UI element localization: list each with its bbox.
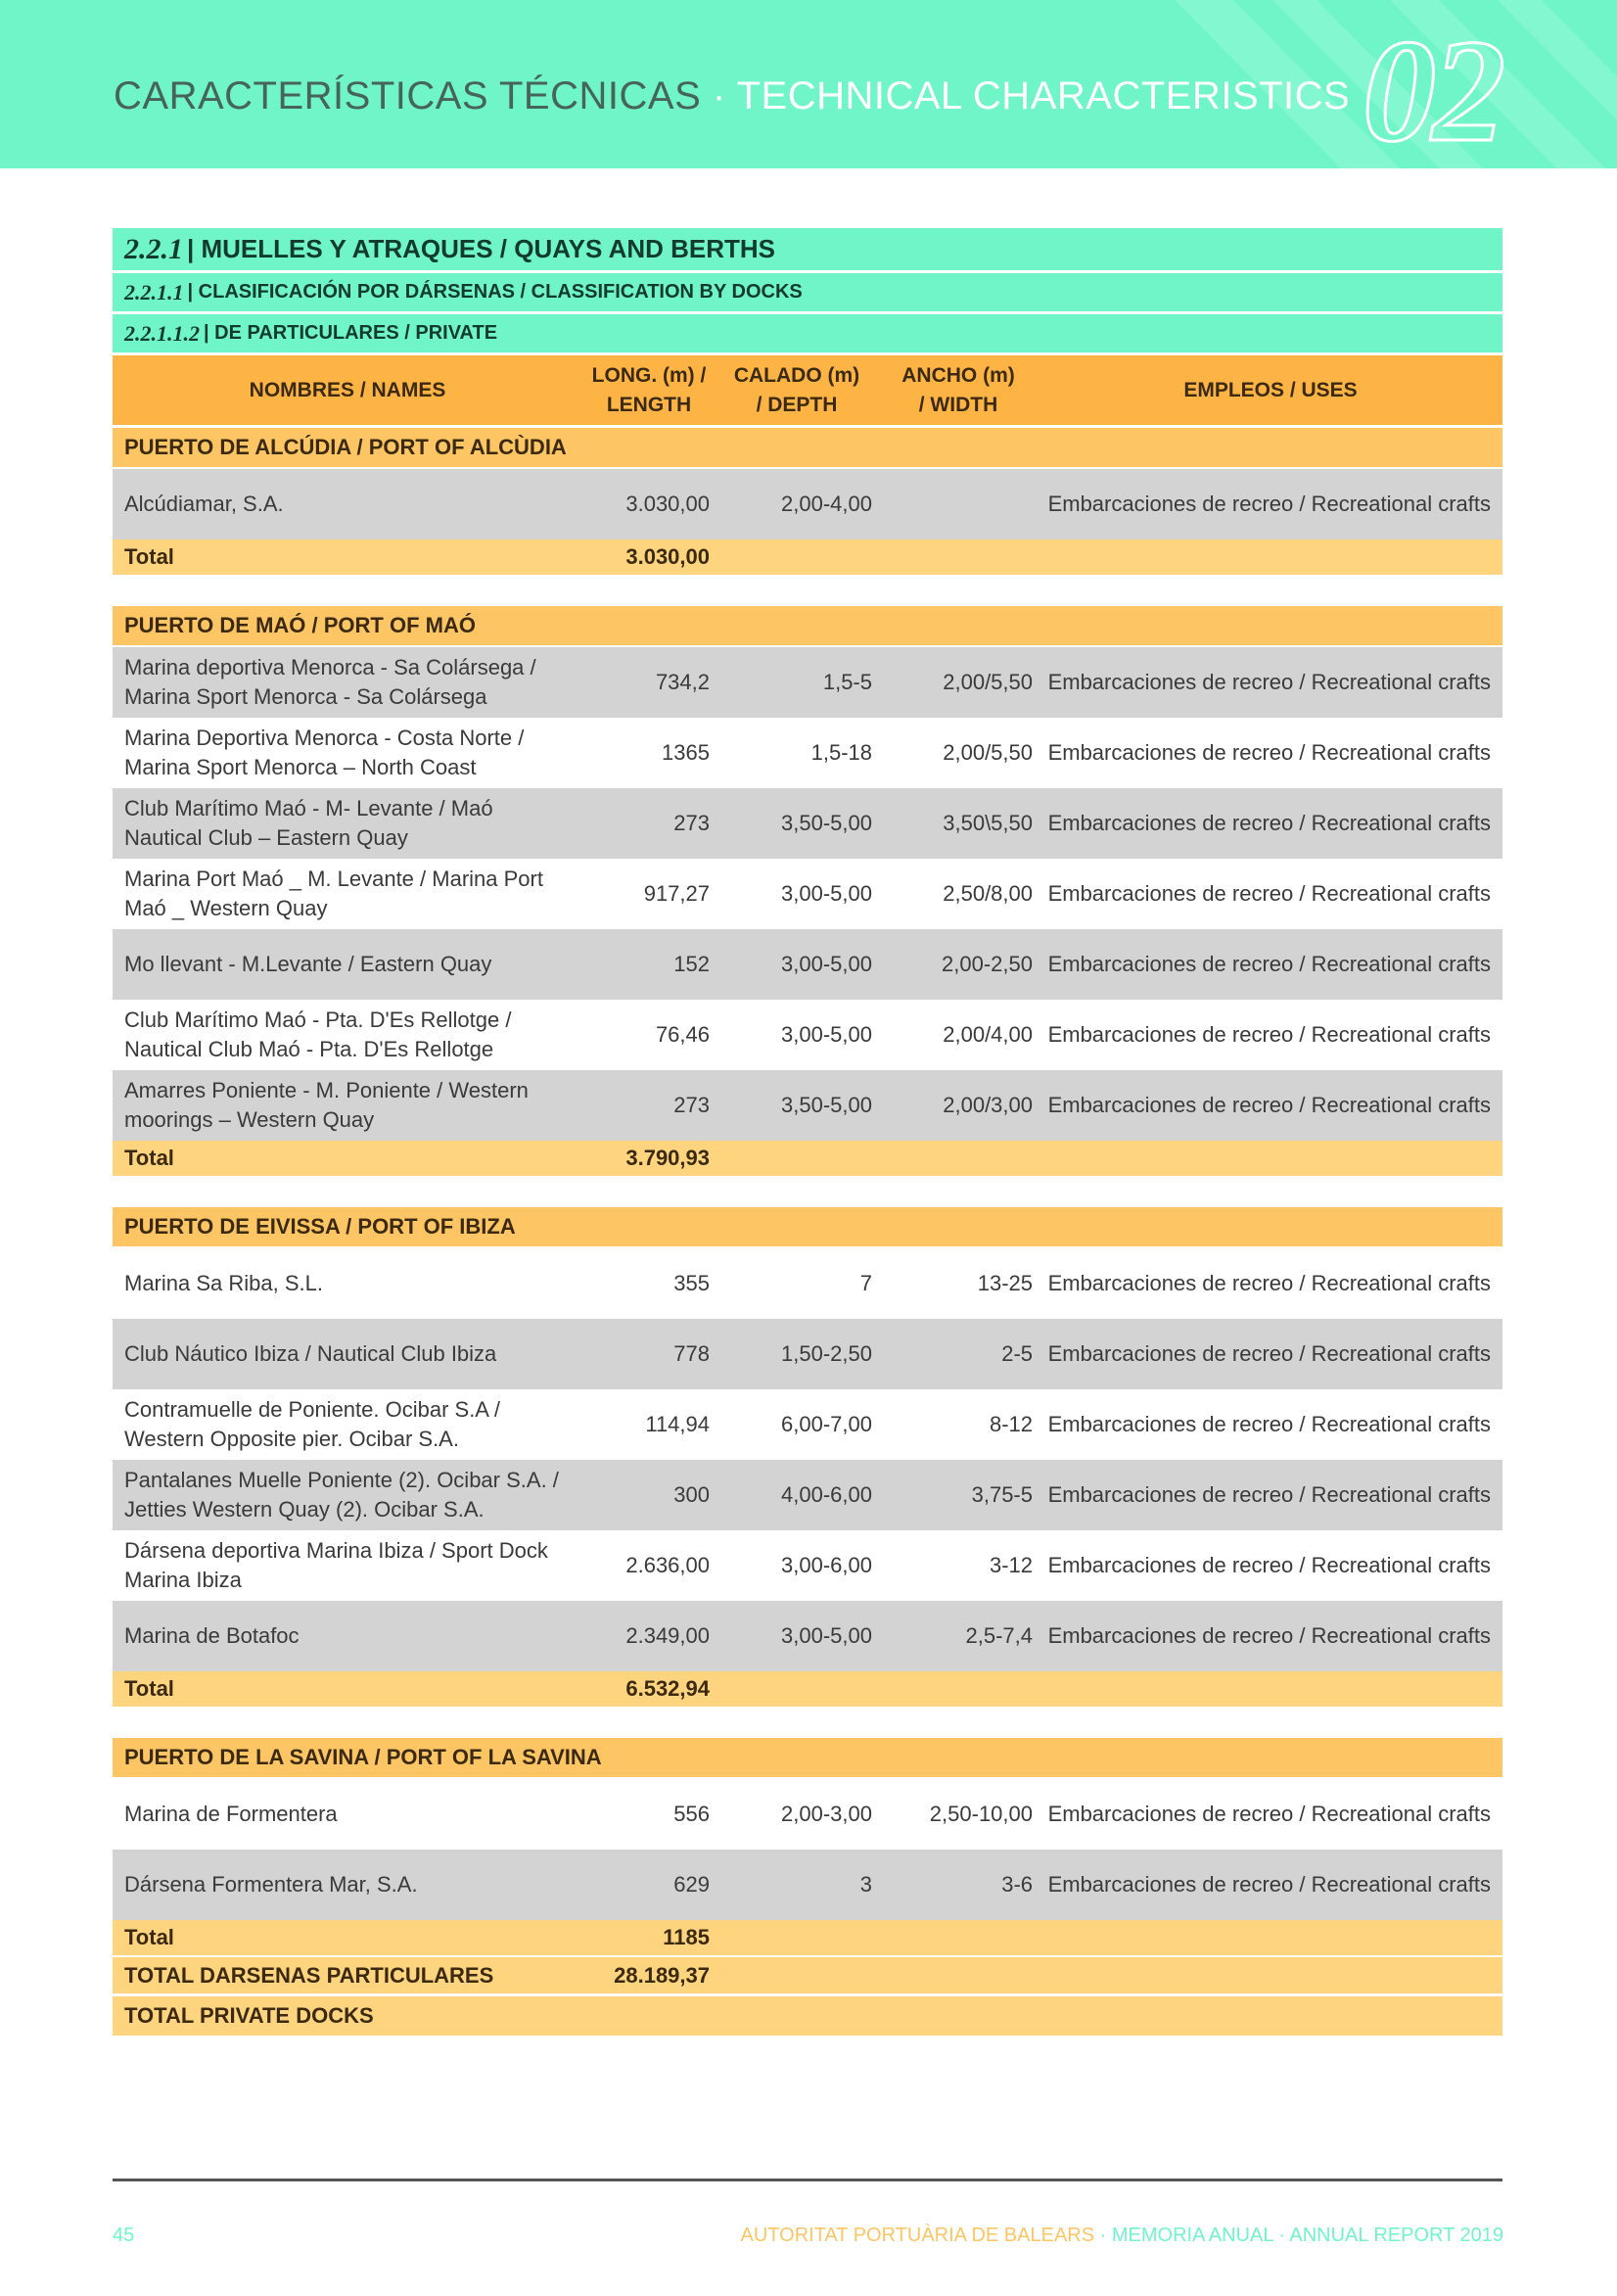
cell-use: Embarcaciones de recreo / Recreational crafts: [1047, 1872, 1491, 1897]
cell-width: 13-25: [977, 1271, 1033, 1295]
column-header-uses: EMPLEOS / USES: [1183, 378, 1358, 401]
section-code: 2.2.1.1: [124, 279, 184, 305]
total-label: Total: [124, 1925, 174, 1949]
cell-length: 273: [673, 1093, 710, 1117]
cell-width: 3-6: [1001, 1872, 1033, 1897]
group-spacer: [113, 1178, 1502, 1207]
cell-width: 2,00/5,50: [943, 670, 1033, 694]
cell-depth: 1,5-18: [810, 740, 872, 765]
cell-use: Embarcaciones de recreo / Recreational crafts: [1047, 1412, 1491, 1436]
group-spacer: [113, 577, 1502, 606]
section-heading-private: [113, 314, 1502, 355]
cell-width: [878, 469, 1039, 539]
port-heading: PUERTO DE ALCÚDIA / PORT OF ALCÙDIA: [113, 428, 1502, 469]
cell-width: 2-5: [1001, 1341, 1033, 1366]
cell-depth: 7: [859, 1271, 872, 1295]
footer-report: · MEMORIA ANUAL · ANNUAL REPORT 2019: [1094, 2225, 1503, 2246]
cell-use: Embarcaciones de recreo / Recreational crafts: [1047, 1482, 1491, 1507]
depth-header-line2: / DEPTH: [756, 393, 838, 416]
cell-name: Dársena Formentera Mar, S.A.: [124, 1872, 418, 1897]
cell-length: 778: [673, 1341, 710, 1366]
port-total-row: [113, 1920, 1502, 1957]
table-row: [113, 929, 1502, 1000]
cell-use: Embarcaciones de recreo / Recreational crafts: [1047, 1623, 1491, 1648]
cell-use: Embarcaciones de recreo / Recreational crafts: [1047, 952, 1491, 976]
cell-use: Embarcaciones de recreo / Recreational crafts: [1047, 811, 1491, 835]
cell-length: 2.349,00: [625, 1623, 710, 1648]
total-value: 3.030,00: [625, 544, 710, 569]
cell-use: Embarcaciones de recreo / Recreational crafts: [1047, 740, 1491, 765]
length-header-line2: LENGTH: [606, 393, 692, 416]
cell-name: Club Marítimo Maó - M- Levante / Maó Nautical Club – Eastern Quay: [124, 796, 493, 850]
width-header-line2: / WIDTH: [918, 393, 998, 416]
cell-depth: 4,00-6,00: [781, 1482, 872, 1507]
cell-length: 917,27: [643, 881, 710, 906]
grand-total-row-en: [113, 1996, 1502, 2036]
cell-use: Embarcaciones de recreo / Recreational crafts: [1047, 670, 1491, 694]
cell-length: 355: [673, 1271, 710, 1295]
cell-name: Marina Port Maó _ M. Levante / Marina Port Maó _ Western Quay: [124, 867, 543, 920]
page-number: 45: [113, 2225, 135, 2246]
cell-name: Alcúdiamar, S.A.: [124, 492, 284, 516]
cell-depth: 3,50-5,00: [781, 811, 872, 835]
cell-length: 629: [673, 1872, 710, 1897]
cell-name: Pantalanes Muelle Poniente (2). Ocibar S.A. / Jetties Western Quay (2). Ocibar S.A.: [124, 1468, 559, 1522]
table-row: [113, 647, 1502, 718]
cell-name: Club Náutico Ibiza / Nautical Club Ibiza: [124, 1341, 497, 1366]
cell-depth: 1,5-5: [822, 670, 872, 694]
total-value: 1185: [663, 1925, 710, 1949]
cell-use: Embarcaciones de recreo / Recreational crafts: [1047, 1093, 1491, 1117]
table-row: [113, 718, 1502, 788]
total-value: 6.532,94: [625, 1676, 710, 1701]
cell-name: Marina deportiva Menorca - Sa Colársega / Marina Sport Menorca - Sa Colársega: [124, 655, 536, 709]
cell-depth: 1,50-2,50: [781, 1341, 872, 1366]
table-row: [113, 859, 1502, 929]
section-label: | MUELLES Y ATRAQUES / QUAYS AND BERTHS: [187, 234, 776, 263]
cell-use: Embarcaciones de recreo / Recreational crafts: [1047, 492, 1491, 516]
port-heading: PUERTO DE LA SAVINA / PORT OF LA SAVINA: [113, 1738, 1502, 1779]
cell-width: 2,00/5,50: [943, 740, 1033, 765]
cell-length: 76,46: [655, 1022, 710, 1047]
table-row: [113, 1779, 1502, 1850]
column-header-names: NOMBRES / NAMES: [249, 378, 446, 401]
cell-length: 1365: [662, 740, 710, 765]
cell-length: 114,94: [645, 1412, 710, 1436]
cell-width: 3-12: [989, 1553, 1033, 1577]
cell-length: 734,2: [655, 670, 710, 694]
cell-use: Embarcaciones de recreo / Recreational crafts: [1047, 1802, 1491, 1826]
footer-divider: [113, 2179, 1502, 2181]
cell-width: 8-12: [989, 1412, 1033, 1436]
cell-width: 2,00-2,50: [942, 952, 1033, 976]
cell-use: Embarcaciones de recreo / Recreational crafts: [1047, 1271, 1491, 1295]
cell-depth: 6,00-7,00: [781, 1412, 872, 1436]
table-row: [113, 1248, 1502, 1319]
cell-width: 2,00/3,00: [943, 1093, 1033, 1117]
section-heading-docks: [113, 273, 1502, 314]
port-heading: PUERTO DE EIVISSA / PORT OF IBIZA: [113, 1207, 1502, 1248]
cell-name: Amarres Poniente - M. Poniente / Western moorings – Western Quay: [124, 1078, 529, 1132]
cell-use: Embarcaciones de recreo / Recreational crafts: [1047, 1022, 1491, 1047]
section-label: | CLASIFICACIÓN POR DÁRSENAS / CLASSIFICATION BY DOCKS: [187, 281, 803, 303]
depth-header-line1: CALADO (m): [733, 363, 860, 387]
cell-depth: 2,00-4,00: [781, 492, 872, 516]
grand-total-value: 28.189,37: [614, 1962, 710, 1988]
cell-depth: 3,00-5,00: [781, 952, 872, 976]
cell-length: 2.636,00: [625, 1553, 710, 1577]
section-code: 2.2.1: [124, 232, 183, 265]
cell-use: Embarcaciones de recreo / Recreational crafts: [1047, 1341, 1491, 1366]
footer-text: [741, 2225, 1504, 2247]
port-total-row: [113, 539, 1502, 577]
cell-width: 2,50-10,00: [929, 1802, 1033, 1826]
section-code: 2.2.1.1.2: [124, 320, 200, 346]
table-row: [113, 1070, 1502, 1141]
title-spanish: CARACTERÍSTICAS TÉCNICAS: [114, 74, 702, 117]
cell-name: Club Marítimo Maó - Pta. D'Es Rellotge / Nautical Club Maó - Pta. D'Es Rellotge: [124, 1007, 512, 1061]
port-heading: PUERTO DE MAÓ / PORT OF MAÓ: [113, 606, 1502, 647]
table-row: [113, 788, 1502, 859]
cell-name: Contramuelle de Poniente. Ocibar S.A / Western Opposite pier. Ocibar S.A.: [124, 1397, 500, 1451]
section-label: | DE PARTICULARES / PRIVATE: [204, 322, 498, 344]
grand-total-label-en: TOTAL PRIVATE DOCKS: [124, 2003, 374, 2028]
cell-depth: 3: [859, 1872, 872, 1897]
section-heading-quays: [113, 228, 1502, 273]
page-title: [114, 74, 1350, 118]
total-label: Total: [124, 544, 174, 569]
grand-total-label-es: TOTAL DARSENAS PARTICULARES: [124, 1962, 494, 1988]
cell-width: 3,50\5,50: [943, 811, 1033, 835]
title-english: TECHNICAL CHARACTERISTICS: [736, 74, 1351, 117]
column-header-length: [582, 355, 716, 425]
table-row: [113, 1850, 1502, 1920]
berths-table: [113, 228, 1502, 2036]
cell-name: Marina de Formentera: [124, 1802, 338, 1826]
table-row: [113, 1460, 1502, 1530]
table-row: [113, 1000, 1502, 1070]
page-header: [0, 0, 1617, 168]
group-spacer: [113, 1709, 1502, 1738]
cell-name: Marina de Botafoc: [124, 1623, 300, 1648]
cell-name: Mo llevant - M.Levante / Eastern Quay: [124, 952, 492, 976]
port-groups: [113, 428, 1502, 1957]
port-total-row: [113, 1671, 1502, 1709]
table-column-headers: [113, 355, 1502, 428]
grand-total-row: [113, 1957, 1502, 1996]
length-header-line1: LONG. (m) /: [591, 363, 707, 387]
table-row: [113, 1530, 1502, 1601]
cell-name: Dársena deportiva Marina Ibiza / Sport Dock Marina Ibiza: [124, 1538, 548, 1592]
table-row: [113, 1601, 1502, 1671]
cell-length: 273: [673, 811, 710, 835]
cell-use: Embarcaciones de recreo / Recreational crafts: [1047, 1553, 1491, 1577]
column-header-width: [878, 355, 1039, 425]
cell-width: 2,50/8,00: [943, 881, 1033, 906]
cell-depth: 2,00-3,00: [781, 1802, 872, 1826]
cell-depth: 3,50-5,00: [781, 1093, 872, 1117]
title-separator: ·: [712, 74, 726, 117]
total-label: Total: [124, 1676, 174, 1701]
cell-depth: 3,00-6,00: [781, 1553, 872, 1577]
cell-width: 2,5-7,4: [965, 1623, 1033, 1648]
port-total-row: [113, 1141, 1502, 1178]
width-header-line1: ANCHO (m): [901, 363, 1015, 387]
cell-name: Marina Deportiva Menorca - Costa Norte / Marina Sport Menorca – North Coast: [124, 726, 525, 779]
column-header-depth: [716, 355, 878, 425]
cell-name: Marina Sa Riba, S.L.: [124, 1271, 323, 1295]
cell-depth: 3,00-5,00: [781, 1022, 872, 1047]
table-row: [113, 1319, 1502, 1389]
cell-width: 3,75-5: [971, 1482, 1033, 1507]
total-value: 3.790,93: [625, 1146, 710, 1170]
cell-depth: 3,00-5,00: [781, 881, 872, 906]
table-row: [113, 1389, 1502, 1460]
footer-organization: AUTORITAT PORTUÀRIA DE BALEARS: [740, 2225, 1095, 2246]
cell-length: 556: [673, 1802, 710, 1826]
table-row: [113, 469, 1502, 539]
total-label: Total: [124, 1146, 174, 1170]
chapter-number: 02: [1363, 10, 1502, 168]
cell-depth: 3,00-5,00: [781, 1623, 872, 1648]
cell-length: 3.030,00: [625, 492, 710, 516]
cell-length: 152: [673, 952, 710, 976]
cell-width: 2,00/4,00: [943, 1022, 1033, 1047]
cell-use: Embarcaciones de recreo / Recreational crafts: [1047, 881, 1491, 906]
cell-length: 300: [673, 1482, 710, 1507]
